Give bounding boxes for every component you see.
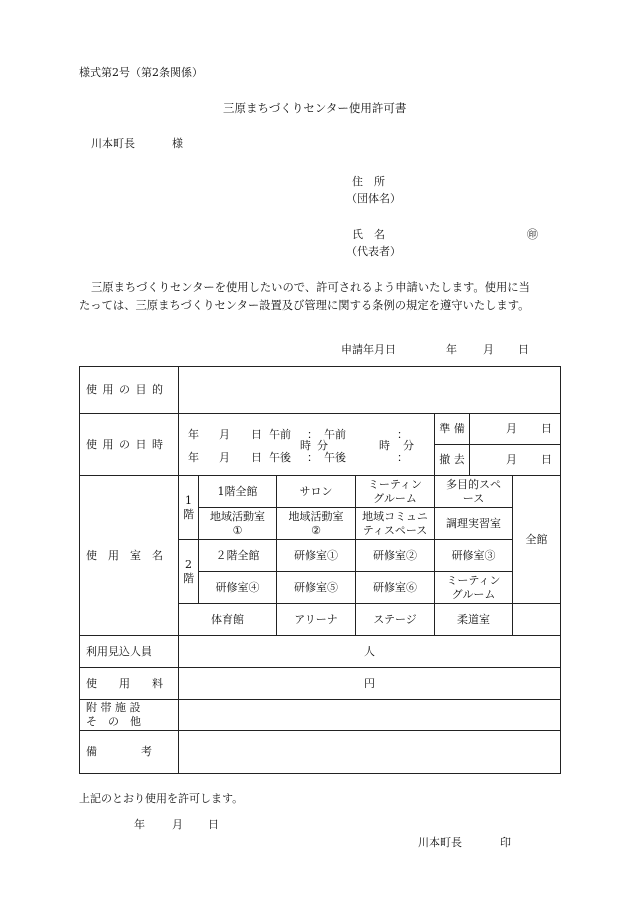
room-gymnasium[interactable]: 体育館	[179, 604, 277, 636]
room-multipurpose-line1: 多目的スペ	[446, 477, 501, 491]
floor-2-label	[179, 540, 199, 604]
attendance-field[interactable]	[179, 636, 561, 668]
end-day: 日	[251, 450, 262, 464]
room-multipurpose[interactable]	[435, 476, 513, 508]
room-community-2-line2: ②	[311, 523, 321, 537]
room-meeting-1f[interactable]	[356, 476, 435, 508]
facilities-row	[80, 700, 561, 731]
statement-line-2: たっては、三原まちづくりセンター設置及び管理に関する条例の規定を遵守いたします。	[79, 299, 530, 312]
minute-label-1: 分	[317, 438, 328, 452]
end-pm-2: 午後	[324, 450, 346, 464]
room-meeting-2f-line2: グルーム	[451, 587, 496, 601]
teardown-field[interactable]	[470, 445, 561, 476]
end-year: 年	[188, 450, 199, 464]
representative-label: （代表者）	[346, 245, 401, 258]
prep-label: 準 備	[435, 414, 470, 445]
end-colon-1: ：	[307, 450, 318, 464]
room-cooking[interactable]: 調理実習室	[435, 508, 513, 540]
start-month: 月	[219, 427, 230, 441]
fee-field[interactable]	[179, 668, 561, 700]
room-training-4[interactable]: 研修室④	[199, 572, 277, 604]
prep-field[interactable]	[470, 414, 561, 445]
datetime-field[interactable]	[179, 414, 435, 476]
start-year: 年	[188, 427, 199, 441]
application-date-label: 申請年月日	[341, 343, 396, 356]
start-colon-1: ：	[307, 427, 318, 441]
purpose-field[interactable]	[179, 367, 561, 414]
facilities-label-line2: そ の 他	[86, 715, 141, 728]
rooms-row-1	[80, 476, 561, 508]
room-whole-building[interactable]: 全館	[513, 476, 561, 604]
application-table	[79, 366, 561, 774]
room-community-2-line1: 地域活動室	[288, 509, 344, 523]
hour-label-2: 時	[379, 438, 390, 452]
room-arena[interactable]: アリーナ	[277, 604, 356, 636]
datetime-label: 使 用 の 日 時	[80, 414, 179, 476]
room-meeting-1f-line2: グルーム	[373, 491, 417, 505]
statement-line-1: 三原まちづくりセンターを使用したいので、許可されるよう申請いたします。使用に当	[91, 281, 530, 294]
permit-date-month: 月	[172, 818, 183, 831]
attendance-row	[80, 636, 561, 668]
floor-1-kai: 階	[183, 507, 194, 521]
floor-1-num: 1	[185, 493, 192, 507]
room-stage[interactable]: ステージ	[356, 604, 435, 636]
group-name-label: （団体名）	[346, 192, 401, 205]
rooms-label: 使 用 室 名	[80, 476, 179, 636]
teardown-label: 撤 去	[435, 445, 470, 476]
room-meeting-2f[interactable]	[435, 572, 513, 604]
start-colon-2: ：	[397, 427, 408, 441]
room-community-space-line1: 地域コミュニ	[362, 509, 428, 523]
fee-unit: 円	[364, 676, 375, 690]
room-training-6[interactable]: 研修室⑥	[356, 572, 435, 604]
facilities-label-line1: 附 帯 施 設	[86, 701, 141, 715]
permission-text: 上記のとおり使用を許可します。	[79, 792, 244, 805]
room-training-5[interactable]: 研修室⑤	[277, 572, 356, 604]
attendance-label: 利用見込人員	[80, 636, 179, 668]
purpose-row	[80, 367, 561, 414]
hour-label-1: 時	[300, 438, 311, 452]
fee-label: 使 用 料	[80, 668, 179, 700]
signer-seal: 印	[500, 836, 511, 849]
room-meeting-2f-line1: ミーティン	[446, 573, 501, 587]
application-date-month: 月	[483, 343, 494, 356]
remarks-row	[80, 731, 561, 774]
permit-date-year: 年	[134, 818, 145, 831]
room-meeting-1f-line1: ミーティン	[367, 477, 423, 491]
end-pm-1: 午後	[269, 450, 291, 464]
addressee-honorific: 様	[172, 137, 183, 150]
floor-2-num: 2	[185, 557, 192, 571]
room-salon[interactable]: サロン	[277, 476, 356, 508]
room-community-1-line1: 地域活動室	[210, 509, 265, 523]
purpose-label: 使 用 の 目 的	[80, 367, 179, 414]
room-blank-cell	[513, 604, 561, 636]
room-training-3[interactable]: 研修室③	[435, 540, 513, 572]
room-community-1-line2: ①	[232, 523, 243, 537]
facilities-field[interactable]	[179, 700, 561, 731]
signer-name: 川本町長	[418, 836, 462, 849]
minute-label-2: 分	[403, 438, 414, 452]
addressee-name: 川本町長	[91, 137, 135, 150]
name-label: 氏 名	[352, 228, 385, 241]
application-date-day: 日	[518, 343, 529, 356]
room-multipurpose-line2: ース	[462, 491, 485, 505]
end-colon-2: ：	[397, 450, 408, 464]
floor-2-kai: 階	[183, 571, 194, 585]
form-number: 様式第2号（第2条関係）	[79, 66, 203, 79]
teardown-month: 月	[506, 453, 517, 467]
room-community-2[interactable]	[277, 508, 356, 540]
facilities-label	[80, 700, 179, 731]
prep-month: 月	[506, 422, 517, 436]
floor-1-label	[179, 476, 199, 540]
teardown-day: 日	[541, 453, 552, 467]
application-date-year: 年	[446, 343, 457, 356]
attendance-unit: 人	[364, 644, 375, 658]
remarks-label: 備 考	[80, 731, 179, 774]
start-am-2: 午前	[324, 427, 346, 441]
fee-row	[80, 668, 561, 700]
room-training-1[interactable]: 研修室①	[277, 540, 356, 572]
datetime-row-1	[80, 414, 561, 445]
room-community-1[interactable]	[199, 508, 277, 540]
start-day: 日	[251, 427, 262, 441]
room-community-space[interactable]	[356, 508, 435, 540]
remarks-field[interactable]	[179, 731, 561, 774]
prep-day: 日	[541, 422, 552, 436]
room-1f-all[interactable]: 1階全館	[199, 476, 277, 508]
permit-date-day: 日	[208, 818, 219, 831]
room-judo[interactable]: 柔道室	[435, 604, 513, 636]
room-2f-all[interactable]: ２階全館	[199, 540, 277, 572]
room-community-space-line2: ティスペース	[362, 523, 428, 537]
seal-mark: ㊞	[527, 228, 538, 241]
room-training-2[interactable]: 研修室②	[356, 540, 435, 572]
document-title: 三原まちづくりセンター使用許可書	[223, 101, 407, 115]
address-label: 住 所	[352, 175, 385, 188]
start-am-1: 午前	[269, 427, 291, 441]
end-month: 月	[219, 450, 230, 464]
